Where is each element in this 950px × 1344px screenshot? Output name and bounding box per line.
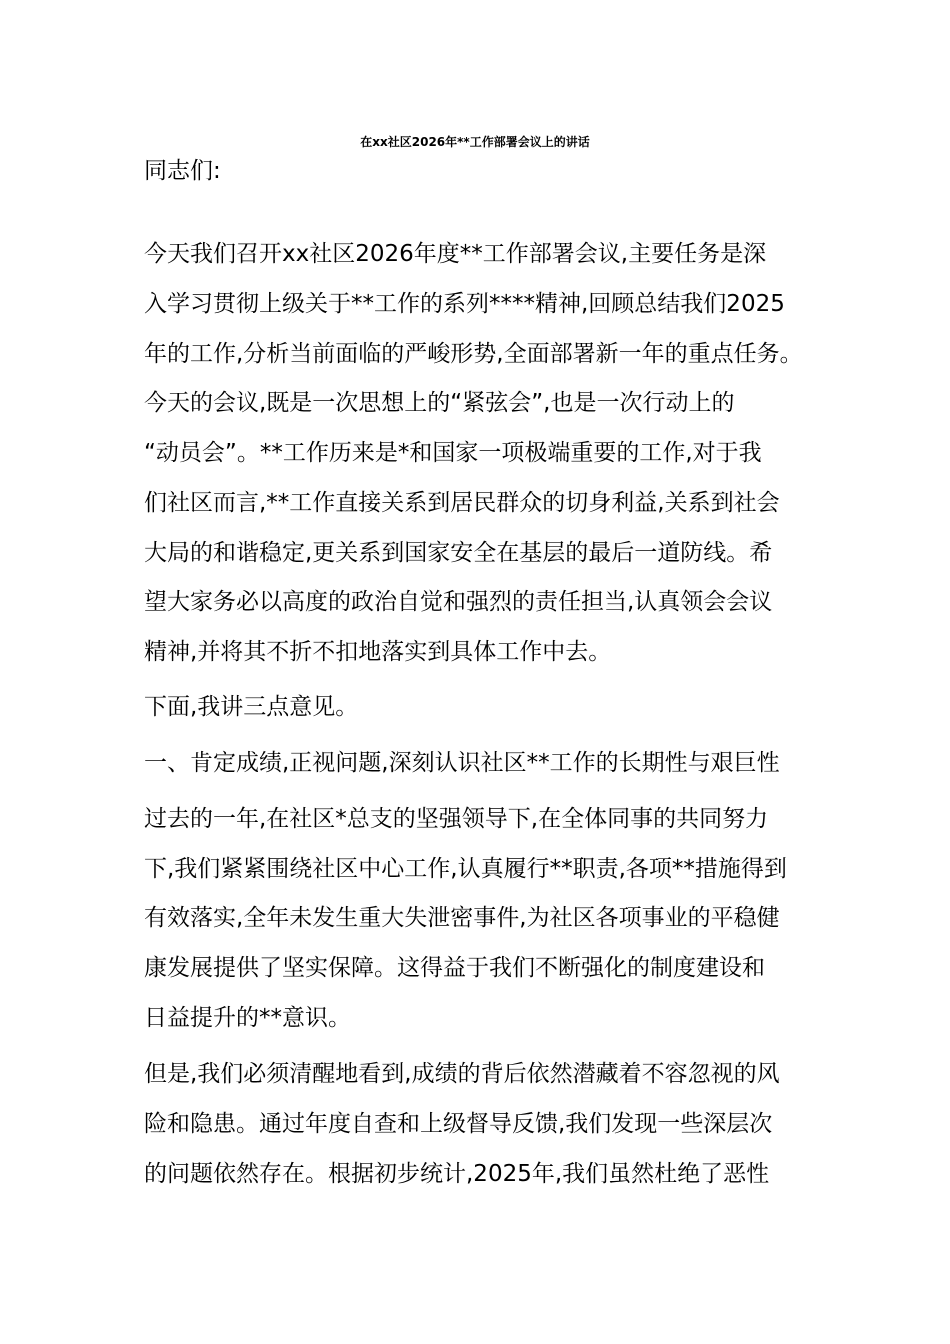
body-line: 今天的会议,既是一次思想上的“紧弦会”,也是一次行动上的 (144, 390, 735, 416)
body-line: 年的工作,分析当前面临的严峻形势,全面部署新一年的重点任务。 (144, 341, 803, 367)
body-line: 日益提升的**意识。 (144, 1005, 351, 1031)
body-line: 下,我们紧紧围绕社区中心工作,认真履行**职责,各项**措施得到 (144, 856, 787, 882)
section-heading: 一、肯定成绩,正视问题,深刻认识社区**工作的长期性与艰巨性 (144, 750, 780, 776)
body-line: 下面,我讲三点意见。 (144, 694, 359, 720)
body-line: 有效落实,全年未发生重大失泄密事件,为社区各项事业的平稳健 (144, 905, 780, 931)
body-line: 大局的和谐稳定,更关系到国家安全在基层的最后一道防线。希 (144, 540, 773, 566)
body-line: 康发展提供了坚实保障。这得益于我们不断强化的制度建设和 (144, 955, 765, 981)
body-line: 的问题依然存在。根据初步统计,2025年,我们虽然杜绝了恶性 (144, 1161, 770, 1187)
body-line: 今天我们召开xx社区2026年度**工作部署会议,主要任务是深 (144, 241, 767, 267)
body-line: 险和隐患。通过年度自查和上级督导反馈,我们发现一些深层次 (144, 1111, 773, 1137)
salutation: 同志们: (144, 158, 221, 184)
body-line: 精神,并将其不折不扣地落实到具体工作中去。 (144, 639, 612, 665)
body-line: “动员会”。**工作历来是*和国家一项极端重要的工作,对于我 (144, 440, 762, 466)
body-line: 们社区而言,**工作直接关系到居民群众的切身利益,关系到社会 (144, 490, 780, 516)
body-line: 过去的一年,在社区*总支的坚强领导下,在全体同事的共同努力 (144, 806, 769, 832)
body-line: 望大家务必以高度的政治自觉和强烈的责任担当,认真领会会议 (144, 589, 773, 615)
body-line: 但是,我们必须清醒地看到,成绩的背后依然潜藏着不容忽视的风 (144, 1061, 780, 1087)
document-title: 在xx社区2026年**工作部署会议上的讲话 (360, 135, 590, 149)
body-line: 入学习贯彻上级关于**工作的系列****精神,回顾总结我们2025 (144, 291, 785, 317)
